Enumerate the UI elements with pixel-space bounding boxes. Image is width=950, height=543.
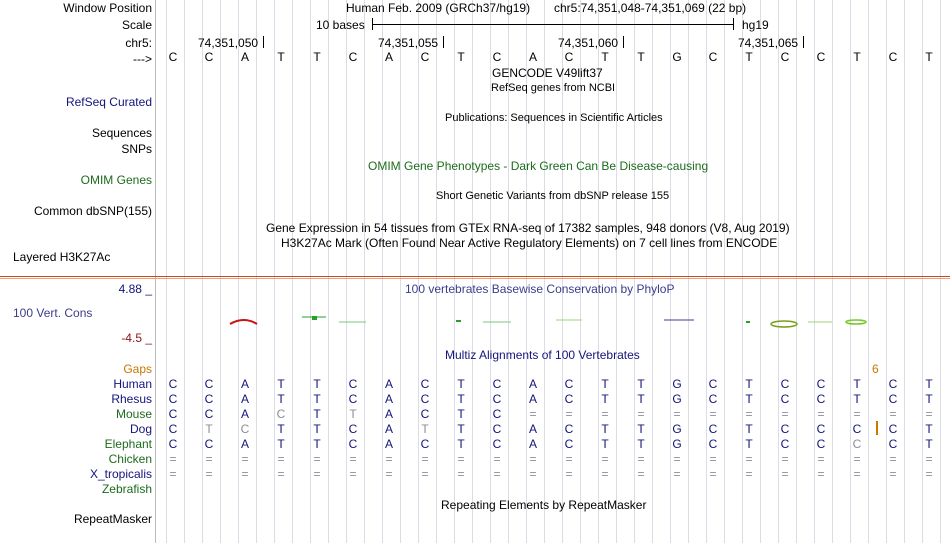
alignment-base: = — [457, 467, 465, 481]
cons-track-label[interactable]: 100 Vert. Cons — [13, 306, 93, 320]
coord-label-2: 74,351,055 — [378, 36, 439, 50]
alignment-base: T — [925, 377, 933, 391]
alignment-base: T — [313, 437, 321, 451]
alignment-base: C — [564, 392, 574, 406]
alignment-base: T — [349, 407, 357, 421]
alignment-base: C — [420, 437, 430, 451]
alignment-base: C — [204, 377, 214, 391]
species-label-elephant[interactable]: Elephant — [104, 437, 152, 451]
alignment-base: T — [457, 422, 465, 436]
alignment-base: = — [421, 467, 429, 481]
sequence-base: C — [708, 50, 718, 64]
sequence-base: T — [457, 50, 465, 64]
alignment-base: A — [528, 377, 537, 391]
alignment-base: = — [637, 467, 645, 481]
alignment-base: T — [745, 437, 753, 451]
section-divider-bottom — [0, 278, 950, 279]
coord-tick-3 — [623, 36, 624, 48]
alignment-base: T — [745, 377, 753, 391]
gtex-track-title: Gene Expression in 54 tissues from GTEx RNA-seq of 17382 samples, 948 donors (V8, Aug 2019) — [266, 221, 790, 235]
alignment-base: T — [421, 422, 429, 436]
alignment-base: = — [709, 407, 717, 421]
snps-track-label[interactable]: SNPs — [121, 142, 152, 156]
alignment-base: T — [925, 437, 933, 451]
dbsnp-track-label[interactable]: Common dbSNP(155) — [33, 204, 152, 218]
alignment-base: = — [529, 467, 537, 481]
species-label-mouse[interactable]: Mouse — [115, 407, 152, 421]
alignment-base: A — [384, 437, 393, 451]
alignment-base: = — [169, 452, 177, 466]
h3k27ac-track-label[interactable]: Layered H3K27Ac — [13, 250, 111, 264]
alignment-base: T — [313, 392, 321, 406]
alignment-base: C — [780, 422, 790, 436]
alignment-base: T — [601, 392, 609, 406]
alignment-base: = — [601, 407, 609, 421]
alignment-base: = — [205, 467, 213, 481]
alignment-base: C — [168, 437, 178, 451]
alignment-base: C — [348, 422, 358, 436]
alignment-base: C — [888, 377, 898, 391]
gap-count: 6 — [872, 362, 879, 376]
alignment-base: T — [457, 392, 465, 406]
alignment-base: C — [420, 407, 430, 421]
alignment-base: = — [313, 452, 321, 466]
alignment-base: T — [457, 377, 465, 391]
alignment-base: = — [637, 407, 645, 421]
repeatmasker-track-title: Repeating Elements by RepeatMasker — [441, 498, 647, 512]
phylop-mark-11 — [846, 320, 866, 324]
alignment-base: = — [745, 452, 753, 466]
alignment-base: = — [709, 452, 717, 466]
alignment-base: C — [888, 422, 898, 436]
sequence-base: T — [601, 50, 609, 64]
alignment-base: = — [385, 467, 393, 481]
alignment-base: C — [204, 437, 214, 451]
alignment-base: G — [672, 422, 682, 436]
species-label-dog[interactable]: Dog — [129, 422, 152, 436]
sequence-base: T — [313, 50, 321, 64]
alignment-base: = — [781, 407, 789, 421]
alignment-base: C — [816, 422, 826, 436]
alignment-base: C — [348, 392, 358, 406]
alignment-base: T — [277, 377, 285, 391]
alignment-base: = — [241, 467, 249, 481]
species-label-chicken[interactable]: Chicken — [108, 452, 152, 466]
alignment-base: = — [745, 407, 753, 421]
alignment-base: A — [384, 377, 393, 391]
alignment-base: T — [601, 422, 609, 436]
alignment-base: C — [492, 392, 502, 406]
publications-track-title: Publications: Sequences in Scientific Articles — [445, 112, 663, 124]
alignment-base: A — [384, 392, 393, 406]
alignment-base: = — [205, 452, 213, 466]
alignment-base: C — [348, 377, 358, 391]
alignment-base: T — [601, 377, 609, 391]
phylop-mark-2 — [312, 316, 317, 320]
alignment-base: = — [349, 452, 357, 466]
alignment-base: T — [457, 407, 465, 421]
coord-label-3: 74,351,060 — [558, 36, 619, 50]
alignment-base: C — [168, 377, 178, 391]
alignment-base: G — [672, 392, 682, 406]
sequence-base: A — [528, 50, 537, 64]
coord-label-1: 74,351,050 — [198, 36, 259, 50]
alignment-base: T — [745, 422, 753, 436]
sequence-base: A — [384, 50, 393, 64]
alignment-base: = — [637, 452, 645, 466]
omim-track-label[interactable]: OMIM Genes — [80, 173, 152, 187]
alignment-base: A — [528, 437, 537, 451]
coord-label-4: 74,351,065 — [738, 36, 799, 50]
alignment-base: = — [853, 467, 861, 481]
sequence-base: C — [888, 50, 898, 64]
multiz-track-title: Multiz Alignments of 100 Vertebrates — [445, 348, 640, 362]
alignment-base: A — [240, 377, 249, 391]
gaps-label: Gaps — [123, 362, 152, 376]
alignment-base: C — [780, 392, 790, 406]
coord-tick-2 — [443, 36, 444, 48]
alignment-base: = — [853, 452, 861, 466]
window-position-label: Window Position — [63, 1, 152, 15]
scale-db-text: hg19 — [742, 18, 769, 32]
sequence-base: T — [277, 50, 285, 64]
alignment-base: T — [925, 422, 933, 436]
alignment-base: A — [240, 407, 249, 421]
alignment-base: T — [853, 392, 861, 406]
alignment-base: = — [709, 467, 717, 481]
alignment-base: = — [493, 452, 501, 466]
alignment-base: C — [816, 392, 826, 406]
alignment-base: C — [708, 377, 718, 391]
sequence-base: A — [240, 50, 249, 64]
alignment-base: = — [925, 467, 933, 481]
sequence-base: C — [780, 50, 790, 64]
alignment-base: = — [745, 467, 753, 481]
alignment-base: = — [781, 467, 789, 481]
sequence-base: T — [637, 50, 645, 64]
alignment-base: C — [780, 437, 790, 451]
alignment-base: C — [888, 392, 898, 406]
alignment-base: = — [457, 452, 465, 466]
sequence-base: T — [925, 50, 933, 64]
alignment-base: G — [672, 437, 682, 451]
alignment-base: = — [241, 452, 249, 466]
alignment-base: = — [673, 467, 681, 481]
alignment-base: = — [817, 452, 825, 466]
alignment-base: T — [925, 392, 933, 406]
alignment-base: C — [204, 392, 214, 406]
alignment-base: = — [385, 452, 393, 466]
phylop-track-title: 100 vertebrates Basewise Conservation by PhyloP — [405, 282, 675, 296]
alignment-base: C — [168, 422, 178, 436]
gencode-track-title[interactable]: GENCODE V49lift37 — [492, 66, 603, 80]
section-divider-top — [0, 276, 950, 277]
alignment-base: A — [384, 407, 393, 421]
alignment-base: T — [601, 437, 609, 451]
alignment-base: T — [637, 422, 645, 436]
sequence-base: C — [420, 50, 430, 64]
alignment-base: C — [708, 437, 718, 451]
alignment-base: = — [601, 467, 609, 481]
phylop-plot — [156, 300, 950, 340]
repeatmasker-track-label[interactable]: RepeatMasker — [73, 512, 152, 526]
h3k27ac-track-title: H3K27Ac Mark (Often Found Near Active Regulatory Elements) on 7 cell lines from ENCODE — [281, 236, 778, 250]
strand-label[interactable]: ---> — [133, 52, 152, 66]
alignment-base: = — [493, 467, 501, 481]
alignment-base: = — [817, 407, 825, 421]
sequence-base: C — [492, 50, 502, 64]
alignment-base: = — [889, 467, 897, 481]
alignment-base: C — [816, 377, 826, 391]
species-label-x_tropicalis[interactable]: X_tropicalis — [89, 467, 152, 481]
alignment-base: G — [672, 377, 682, 391]
alignment-base: A — [528, 392, 537, 406]
alignment-base: = — [529, 452, 537, 466]
alignment-base: C — [888, 437, 898, 451]
alignment-base: T — [853, 377, 861, 391]
scale-bases-text: 10 bases — [316, 18, 365, 32]
species-label-human[interactable]: Human — [113, 377, 152, 391]
alignment-base: = — [277, 452, 285, 466]
sequence-base: G — [672, 50, 682, 64]
alignment-base: = — [673, 452, 681, 466]
alignment-base: = — [889, 407, 897, 421]
alignment-base: = — [925, 407, 933, 421]
position-text: chr5:74,351,048-74,351,069 (22 bp) — [554, 1, 747, 15]
alignment-base: = — [601, 452, 609, 466]
dbsnp-track-title: Short Genetic Variants from dbSNP release 155 — [436, 190, 670, 202]
species-label-zebrafish[interactable]: Zebrafish — [101, 482, 152, 496]
assembly-text: Human Feb. 2009 (GRCh37/hg19) — [346, 1, 531, 15]
alignment-base: = — [817, 467, 825, 481]
alignment-base: T — [313, 407, 321, 421]
alignment-base: A — [528, 422, 537, 436]
alignment-base: T — [637, 437, 645, 451]
alignment-base: C — [492, 422, 502, 436]
alignment-base: = — [565, 452, 573, 466]
alignment-base: C — [852, 437, 862, 451]
refseq-subtitle: RefSeq genes from NCBI — [491, 82, 616, 94]
alignment-base: = — [349, 467, 357, 481]
coord-tick-4 — [803, 36, 804, 48]
alignment-base: = — [529, 407, 537, 421]
sequence-base: C — [564, 50, 574, 64]
alignment-base: C — [708, 422, 718, 436]
alignment-base: T — [277, 392, 285, 406]
coord-tick-1 — [263, 36, 264, 48]
alignment-base: C — [348, 437, 358, 451]
cons-min-value: -4.5 _ — [121, 331, 152, 345]
alignment-base: = — [889, 452, 897, 466]
alignment-base: C — [492, 407, 502, 421]
alignment-base: T — [745, 392, 753, 406]
alignment-base: = — [169, 467, 177, 481]
alignment-base: C — [492, 377, 502, 391]
scale-label: Scale — [121, 18, 152, 32]
sequence-base: C — [168, 50, 178, 64]
alignment-base: C — [168, 392, 178, 406]
alignment-base: = — [781, 452, 789, 466]
track-label-column — [0, 0, 155, 543]
sequence-base: C — [348, 50, 358, 64]
sequence-base: T — [745, 50, 753, 64]
alignment-base: C — [240, 422, 250, 436]
alignment-base: C — [204, 407, 214, 421]
alignment-base: = — [673, 407, 681, 421]
alignment-base: C — [852, 422, 862, 436]
alignment-base: A — [384, 422, 393, 436]
scale-bar — [372, 24, 734, 25]
omim-track-title: OMIM Gene Phenotypes - Dark Green Can Be Disease-causing — [368, 159, 709, 173]
alignment-base: C — [276, 407, 286, 421]
alignment-base: C — [492, 437, 502, 451]
scale-right-tick — [733, 18, 734, 30]
sequences-track-label[interactable]: Sequences — [91, 126, 152, 140]
phylop-mark-9 — [771, 321, 797, 327]
alignment-base: C — [420, 377, 430, 391]
alignment-base: T — [637, 377, 645, 391]
alignment-base: A — [240, 392, 249, 406]
species-label-rhesus[interactable]: Rhesus — [111, 392, 152, 406]
sequence-base: T — [853, 50, 861, 64]
sequence-base: C — [204, 50, 214, 64]
alignment-base: C — [168, 407, 178, 421]
alignment-base: C — [564, 377, 574, 391]
alignment-base: T — [637, 392, 645, 406]
alignment-base: C — [564, 437, 574, 451]
alignment-base: A — [240, 437, 249, 451]
alignment-base: = — [853, 407, 861, 421]
alignment-base: T — [313, 422, 321, 436]
alignment-base: = — [313, 467, 321, 481]
refseq-track-label[interactable]: RefSeq Curated — [65, 95, 152, 109]
cons-max-value: 4.88 _ — [118, 282, 152, 296]
alignment-base: T — [277, 422, 285, 436]
alignment-base: = — [421, 452, 429, 466]
alignment-base: C — [564, 422, 574, 436]
alignment-base: = — [925, 452, 933, 466]
alignment-base: C — [816, 437, 826, 451]
dog-gap-marker — [876, 421, 878, 435]
alignment-base: = — [565, 407, 573, 421]
chrom-label: chr5: — [125, 36, 152, 50]
sequence-base: C — [816, 50, 826, 64]
alignment-base: T — [313, 377, 321, 391]
alignment-base: T — [205, 422, 213, 436]
alignment-base: = — [565, 467, 573, 481]
alignment-base: C — [780, 377, 790, 391]
phylop-negative-peak — [230, 320, 257, 324]
alignment-base: T — [457, 437, 465, 451]
alignment-base: C — [420, 392, 430, 406]
alignment-base: C — [708, 392, 718, 406]
alignment-base: = — [277, 467, 285, 481]
alignment-base: T — [277, 437, 285, 451]
